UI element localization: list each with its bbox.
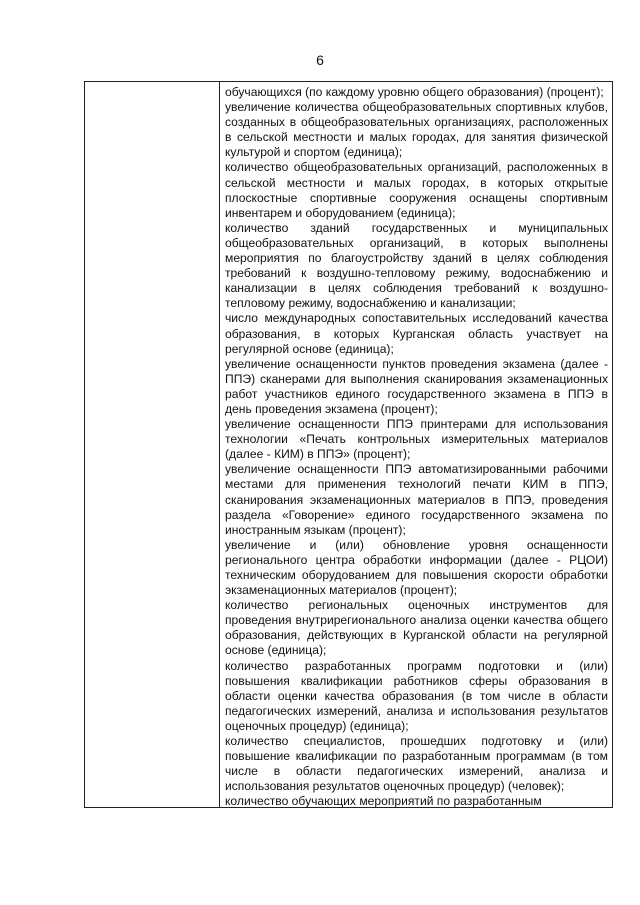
indicator-item: увеличение оснащенности ППЭ автоматизированными рабочими местами для применения технологий печати КИМ в ППЭ, сканирования экзаменационных материалов в ППЭ, проведения раздела «Говорение» единого государственного экзамена по иностранным языкам (процент); [225,462,608,537]
indicator-item: количество разработанных программ подготовки и (или) повышения квалификации работников сферы образования в области оценки качества образования (в том числе в области педагогических измерений, анализа и использования результатов оценочных процедур) (единица); [225,658,608,733]
document-table [84,81,613,808]
left-empty-cell [85,82,220,807]
indicator-item: увеличение оснащенности ППЭ принтерами для использования технологии «Печать контрольных измерительных материалов (далее - КИМ) в ППЭ» (процент); [225,417,608,462]
indicator-item: увеличение количества общеобразовательных спортивных клубов, созданных в общеобразовательных организациях, расположенных в сельской местности и малых городах, для занятия физической культурой и спортом (единица); [225,100,608,160]
indicator-item: обучающихся (по каждому уровню общего образования) (процент); [225,85,604,99]
indicator-item: количество обучающих мероприятий по разработанным [225,794,542,809]
indicator-item: количество общеобразовательных организаций, расположенных в сельской местности и малых городах, в которых открытые плоскостные спортивные сооружения оснащены спортивным инвентарем и оборудованием (единица); [225,160,608,220]
right-text-cell [220,82,612,807]
indicator-item: количество зданий государственных и муниципальных общеобразовательных организаций, в которых выполнены мероприятия по благоустройству зданий в целях соблюдения требований к воздушно-тепловому режиму, водоснабжению и канализации в целях соблюдения требований к воздушно-тепловому режиму, водоснабжению и канализации; [225,220,608,311]
indicator-item: число международных сопоставительных исследований качества образования, в которых Курганская область участвует на регулярной основе (единица); [225,311,608,356]
indicator-item: количество региональных оценочных инструментов для проведения внутрирегионального анализа оценки качества общего образования, действующих в Курганской области на регулярной основе (единица); [225,598,608,658]
page-number: 6 [316,52,324,68]
indicator-item: увеличение оснащенности пунктов проведения экзамена (далее - ППЭ) сканерами для выполнения сканирования экзаменационных работ участников единого государственного экзамена в ППЭ в день проведения экзамена (процент); [225,356,608,416]
indicator-item: количество специалистов, прошедших подготовку и (или) повышение квалификации по разработанным программам (в том числе в области педагогических измерений, анализа и использования результатов оценочных процедур) (человек); [225,734,608,794]
indicator-item: увеличение и (или) обновление уровня оснащенности регионального центра обработки информации (далее - РЦОИ) техническим оборудованием для повышения скорости обработки экзаменационных материалов (процент); [225,537,608,598]
